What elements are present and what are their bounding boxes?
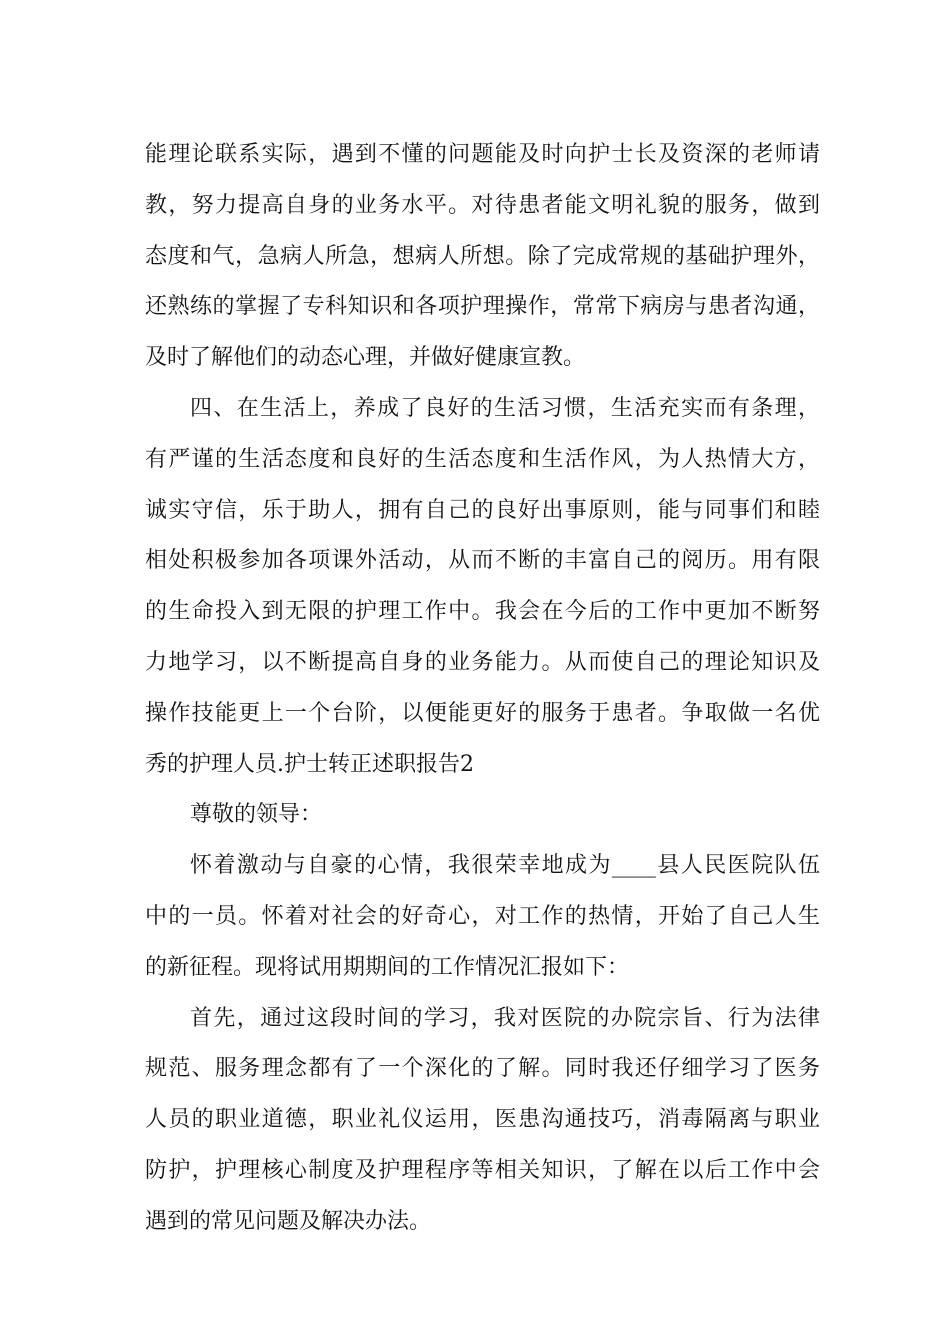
text-line: 操作技能更上一个台阶，以便能更好的服务于患者。争取做一名优 (145, 700, 820, 726)
text-line: 有严谨的生活态度和良好的生活态度和生活作风，为人热情大方， (145, 446, 820, 472)
paragraph-first-line: 怀着激动与自豪的心情，我很荣幸地成为____县人民医院队伍 (190, 853, 820, 879)
text-line: 力地学习，以不断提高自身的业务能力。从而使自己的理论知识及 (145, 649, 820, 675)
text-line: 相处积极参加各项课外活动，从而不断的丰富自己的阅历。用有限 (145, 548, 820, 574)
text-line: 的生命投入到无限的护理工作中。我会在今后的工作中更加不断努 (145, 599, 820, 625)
salutation: 尊敬的领导： (190, 802, 323, 828)
document-body (145, 130, 820, 1248)
text-line: 遇到的常见问题及解决办法。 (145, 1208, 432, 1234)
text-line: 还熟练的掌握了专科知识和各项护理操作，常常下病房与患者沟通， (145, 294, 820, 320)
text-line: 诚实守信，乐于助人，拥有自己的良好出事原则，能与同事们和睦 (145, 497, 820, 523)
paragraph-first-line: 四、在生活上，养成了良好的生活习惯，生活充实而有条理， (190, 395, 820, 421)
text-line: 态度和气，急病人所急，想病人所想。除了完成常规的基础护理外， (145, 243, 820, 269)
text-line: 防护，护理核心制度及护理程序等相关知识，了解在以后工作中会 (145, 1157, 820, 1183)
text-line: 秀的护理人员.护士转正述职报告2 (145, 751, 474, 777)
text-line: 及时了解他们的动态心理，并做好健康宣教。 (145, 345, 586, 371)
text-line: 中的一员。怀着对社会的好奇心，对工作的热情，开始了自己人生 (145, 903, 820, 929)
text-line: 教，努力提高自身的业务水平。对待患者能文明礼貌的服务，做到 (145, 192, 820, 218)
paragraph-first-line: 首先，通过这段时间的学习，我对医院的办院宗旨、行为法律 (190, 1005, 820, 1031)
text-line: 规范、服务理念都有了一个深化的了解。同时我还仔细学习了医务 (145, 1056, 820, 1082)
text-line: 人员的职业道德，职业礼仪运用，医患沟通技巧，消毒隔离与职业 (145, 1107, 820, 1133)
text-line: 能理论联系实际，遇到不懂的问题能及时向护士长及资深的老师请 (145, 142, 820, 167)
text-line: 的新征程。现将试用期期间的工作情况汇报如下： (145, 954, 630, 980)
